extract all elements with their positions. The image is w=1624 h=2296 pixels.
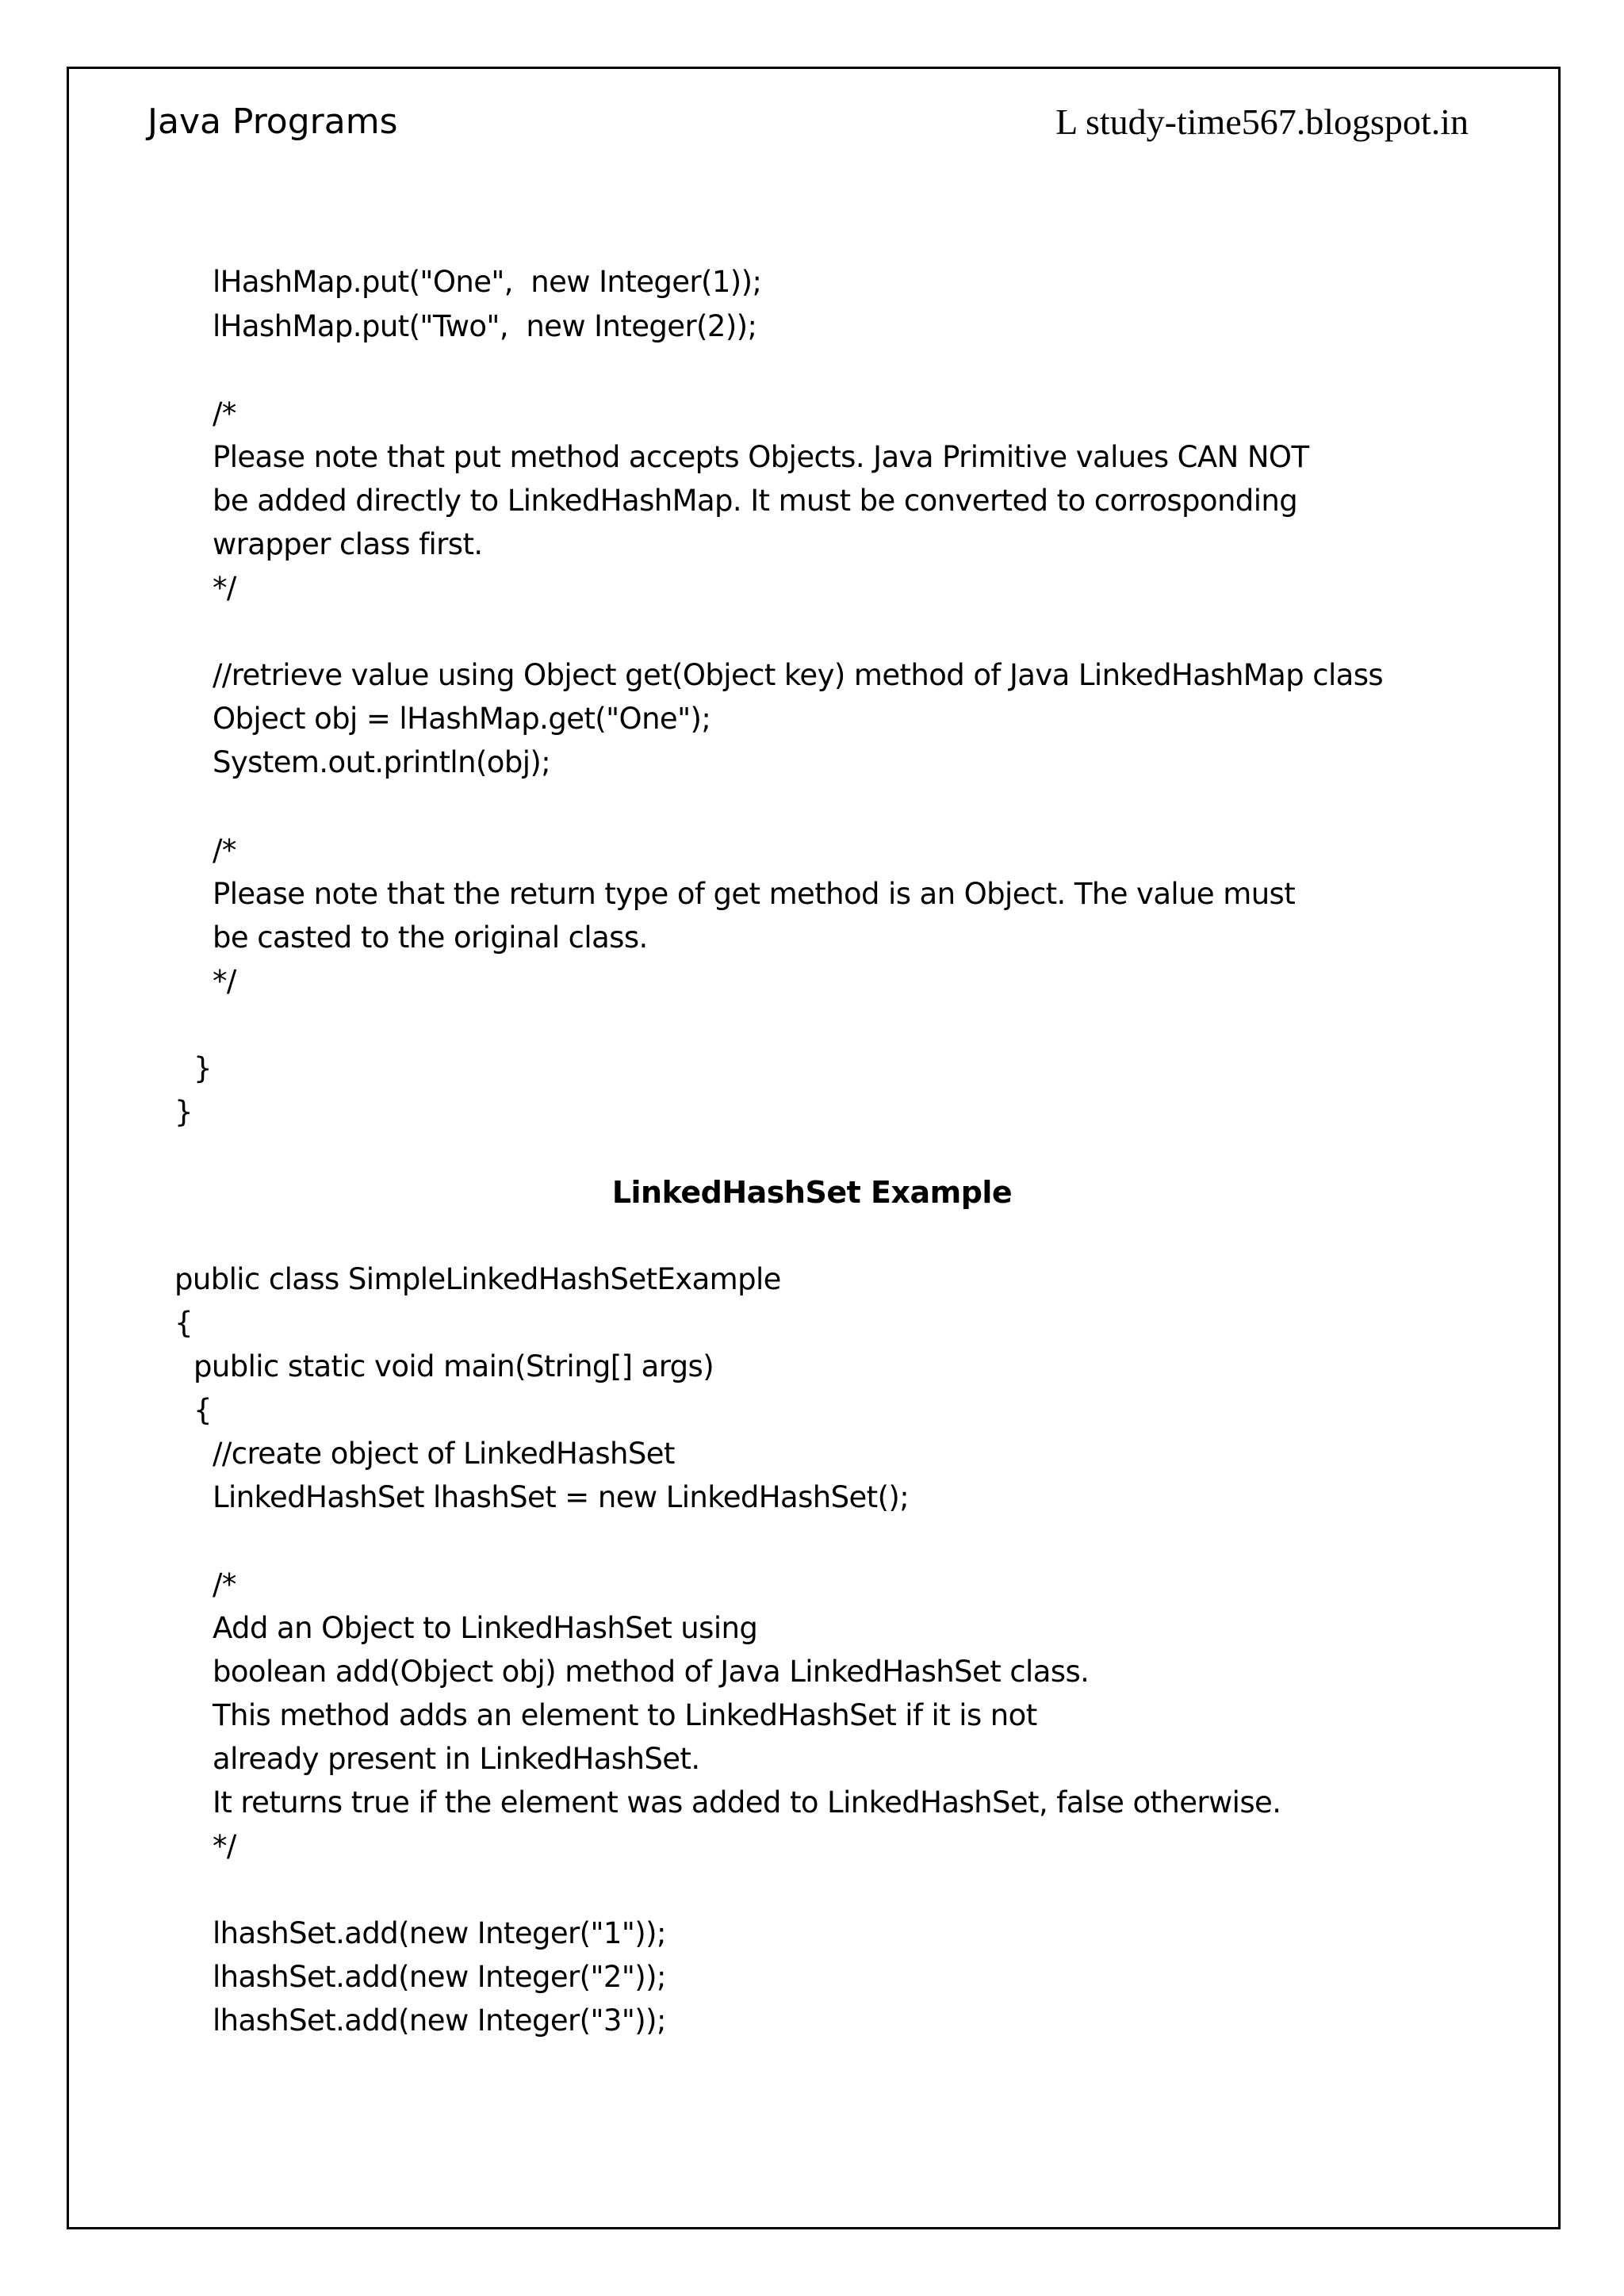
code-line: lhashSet.add(new Integer("1")); xyxy=(213,1916,666,1950)
code-line: //create object of LinkedHashSet xyxy=(213,1437,675,1471)
code-line: System.out.println(obj); xyxy=(213,745,551,779)
code-line: LinkedHashSet lhashSet = new LinkedHashSet(); xyxy=(213,1480,910,1514)
code-line: } xyxy=(174,1095,193,1129)
code-line: Please note that put method accepts Objects. Java Primitive values CAN NOT xyxy=(213,440,1309,474)
code-line: //retrieve value using Object get(Object key) method of Java LinkedHashMap class xyxy=(213,658,1384,692)
code-line: lHashMap.put("One", new Integer(1)); xyxy=(213,265,762,299)
section-heading: LinkedHashSet Example xyxy=(611,1175,1013,1210)
code-line: /* xyxy=(213,833,236,867)
code-line: { xyxy=(174,1306,193,1340)
code-line: lHashMap.put("Two", new Integer(2)); xyxy=(213,309,757,343)
code-line: Please note that the return type of get method is an Object. The value must xyxy=(213,877,1296,911)
code-line: */ xyxy=(213,1829,236,1863)
code-line: /* xyxy=(213,396,236,430)
code-line: */ xyxy=(213,964,236,998)
code-line: be added directly to LinkedHashMap. It must be converted to corrosponding xyxy=(213,484,1298,518)
code-line: { xyxy=(193,1393,212,1427)
code-line: already present in LinkedHashSet. xyxy=(213,1742,700,1776)
code-line: public class SimpleLinkedHashSetExample xyxy=(174,1262,781,1296)
code-line: It returns true if the element was added to LinkedHashSet, false otherwise. xyxy=(213,1785,1281,1820)
header-title: Java Programs xyxy=(147,101,398,142)
code-line: This method adds an element to LinkedHashSet if it is not xyxy=(213,1698,1037,1732)
code-line: wrapper class first. xyxy=(213,527,483,561)
code-line: } xyxy=(193,1051,212,1085)
header-site: L study-time567.blogspot.in xyxy=(1055,101,1469,142)
code-line: /* xyxy=(213,1567,236,1601)
page-border xyxy=(67,67,1561,2229)
code-line: */ xyxy=(213,571,236,605)
code-line: Add an Object to LinkedHashSet using xyxy=(213,1611,758,1645)
code-line: lhashSet.add(new Integer("3")); xyxy=(213,2003,666,2038)
code-line: public static void main(String[] args) xyxy=(193,1349,714,1383)
code-line: boolean add(Object obj) method of Java LinkedHashSet class. xyxy=(213,1655,1090,1689)
code-line: lhashSet.add(new Integer("2")); xyxy=(213,1960,666,1994)
code-line: be casted to the original class. xyxy=(213,920,648,955)
code-line: Object obj = lHashMap.get("One"); xyxy=(213,702,711,736)
